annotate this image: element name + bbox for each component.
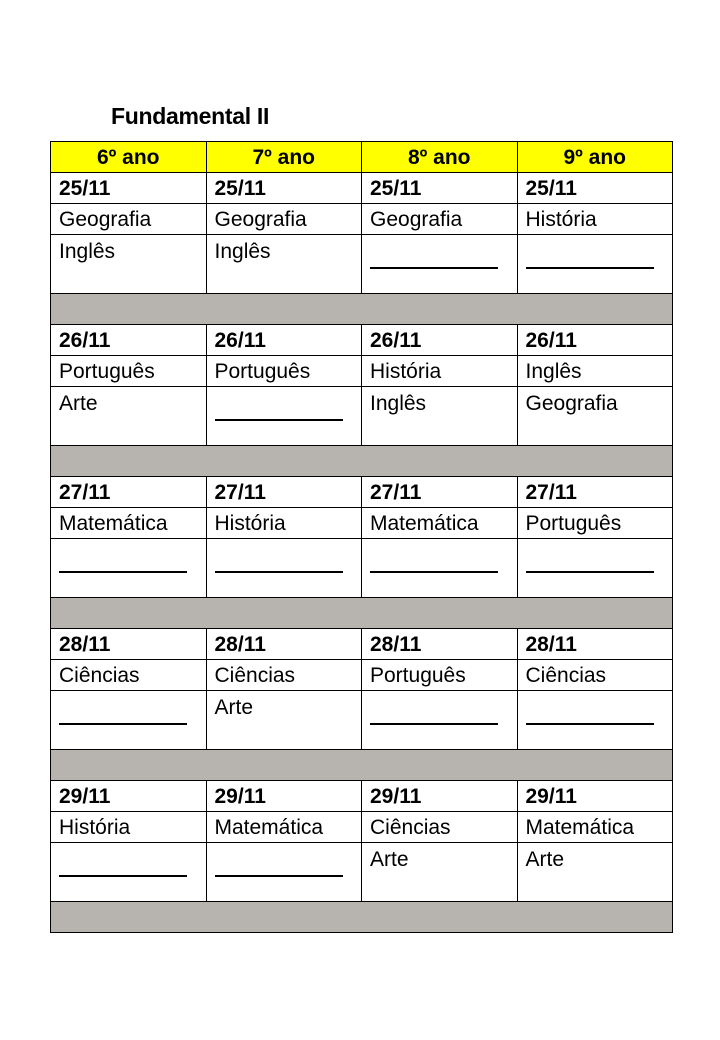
date-row xyxy=(51,477,673,508)
subject-cell: Português xyxy=(51,356,207,387)
separator-cell xyxy=(51,750,673,781)
date-cell: 28/11 xyxy=(362,629,518,660)
date-cell: 25/11 xyxy=(51,173,207,204)
date-cell: 25/11 xyxy=(362,173,518,204)
separator-cell xyxy=(51,598,673,629)
blank-underline xyxy=(215,553,343,573)
subject-cell: Ciências xyxy=(517,660,673,691)
date-cell: 26/11 xyxy=(51,325,207,356)
subject-row xyxy=(51,539,673,598)
blank-underline xyxy=(59,705,187,725)
subject-cell: Ciências xyxy=(206,660,362,691)
date-cell: 27/11 xyxy=(51,477,207,508)
blank-line xyxy=(206,387,362,446)
subject-cell: História xyxy=(51,812,207,843)
subject-cell: Arte xyxy=(206,691,362,750)
separator-row xyxy=(51,750,673,781)
header-6-ano: 6º ano xyxy=(51,142,207,173)
date-cell: 27/11 xyxy=(362,477,518,508)
schedule-body xyxy=(51,142,673,933)
date-cell: 29/11 xyxy=(362,781,518,812)
blank-underline xyxy=(215,857,343,877)
date-cell: 29/11 xyxy=(51,781,207,812)
blank-line xyxy=(51,843,207,902)
blank-line xyxy=(362,539,518,598)
date-row xyxy=(51,325,673,356)
subject-cell: História xyxy=(517,204,673,235)
subject-row xyxy=(51,843,673,902)
date-cell: 26/11 xyxy=(362,325,518,356)
subject-cell: Geografia xyxy=(51,204,207,235)
subject-cell: Arte xyxy=(51,387,207,446)
subject-cell: Matemática xyxy=(362,508,518,539)
subject-cell: Português xyxy=(517,508,673,539)
blank-line xyxy=(517,235,673,294)
subject-cell: Ciências xyxy=(362,812,518,843)
subject-row xyxy=(51,660,673,691)
blank-line xyxy=(517,539,673,598)
blank-line xyxy=(206,843,362,902)
subject-cell: Matemática xyxy=(51,508,207,539)
subject-row xyxy=(51,691,673,750)
date-cell: 28/11 xyxy=(206,629,362,660)
subject-cell: História xyxy=(206,508,362,539)
separator-row xyxy=(51,598,673,629)
subject-cell: Inglês xyxy=(362,387,518,446)
separator-row xyxy=(51,902,673,933)
blank-underline xyxy=(370,553,498,573)
subject-cell: Ciências xyxy=(51,660,207,691)
date-cell: 26/11 xyxy=(517,325,673,356)
subject-row xyxy=(51,387,673,446)
subject-cell: Arte xyxy=(362,843,518,902)
header-row xyxy=(51,142,673,173)
date-row xyxy=(51,629,673,660)
blank-underline xyxy=(526,705,654,725)
subject-cell: Português xyxy=(362,660,518,691)
date-cell: 27/11 xyxy=(517,477,673,508)
schedule-table xyxy=(50,141,673,933)
date-cell: 26/11 xyxy=(206,325,362,356)
header-9-ano: 9º ano xyxy=(517,142,673,173)
blank-underline xyxy=(215,401,343,421)
header-7-ano: 7º ano xyxy=(206,142,362,173)
blank-underline xyxy=(526,249,654,269)
date-cell: 25/11 xyxy=(206,173,362,204)
date-cell: 29/11 xyxy=(206,781,362,812)
subject-cell: Matemática xyxy=(206,812,362,843)
blank-underline xyxy=(59,553,187,573)
subject-row xyxy=(51,508,673,539)
date-row xyxy=(51,173,673,204)
blank-line xyxy=(51,539,207,598)
separator-cell xyxy=(51,294,673,325)
blank-line xyxy=(206,539,362,598)
subject-row xyxy=(51,204,673,235)
date-cell: 25/11 xyxy=(517,173,673,204)
blank-underline xyxy=(370,705,498,725)
subject-cell: Geografia xyxy=(517,387,673,446)
subject-cell: Matemática xyxy=(517,812,673,843)
separator-cell xyxy=(51,902,673,933)
blank-line xyxy=(362,691,518,750)
subject-row xyxy=(51,356,673,387)
blank-underline xyxy=(370,249,498,269)
subject-cell: História xyxy=(362,356,518,387)
header-8-ano: 8º ano xyxy=(362,142,518,173)
date-cell: 28/11 xyxy=(51,629,207,660)
subject-cell: Inglês xyxy=(206,235,362,294)
subject-row xyxy=(51,812,673,843)
subject-cell: Inglês xyxy=(517,356,673,387)
subject-cell: Geografia xyxy=(206,204,362,235)
subject-cell: Geografia xyxy=(362,204,518,235)
date-row xyxy=(51,781,673,812)
date-cell: 28/11 xyxy=(517,629,673,660)
blank-underline xyxy=(526,553,654,573)
date-cell: 27/11 xyxy=(206,477,362,508)
blank-line xyxy=(362,235,518,294)
separator-row xyxy=(51,294,673,325)
separator-row xyxy=(51,446,673,477)
subject-row xyxy=(51,235,673,294)
subject-cell: Arte xyxy=(517,843,673,902)
blank-line xyxy=(51,691,207,750)
date-cell: 29/11 xyxy=(517,781,673,812)
blank-line xyxy=(517,691,673,750)
subject-cell: Português xyxy=(206,356,362,387)
page-title: Fundamental II xyxy=(111,103,270,129)
blank-underline xyxy=(59,857,187,877)
subject-cell: Inglês xyxy=(51,235,207,294)
separator-cell xyxy=(51,446,673,477)
